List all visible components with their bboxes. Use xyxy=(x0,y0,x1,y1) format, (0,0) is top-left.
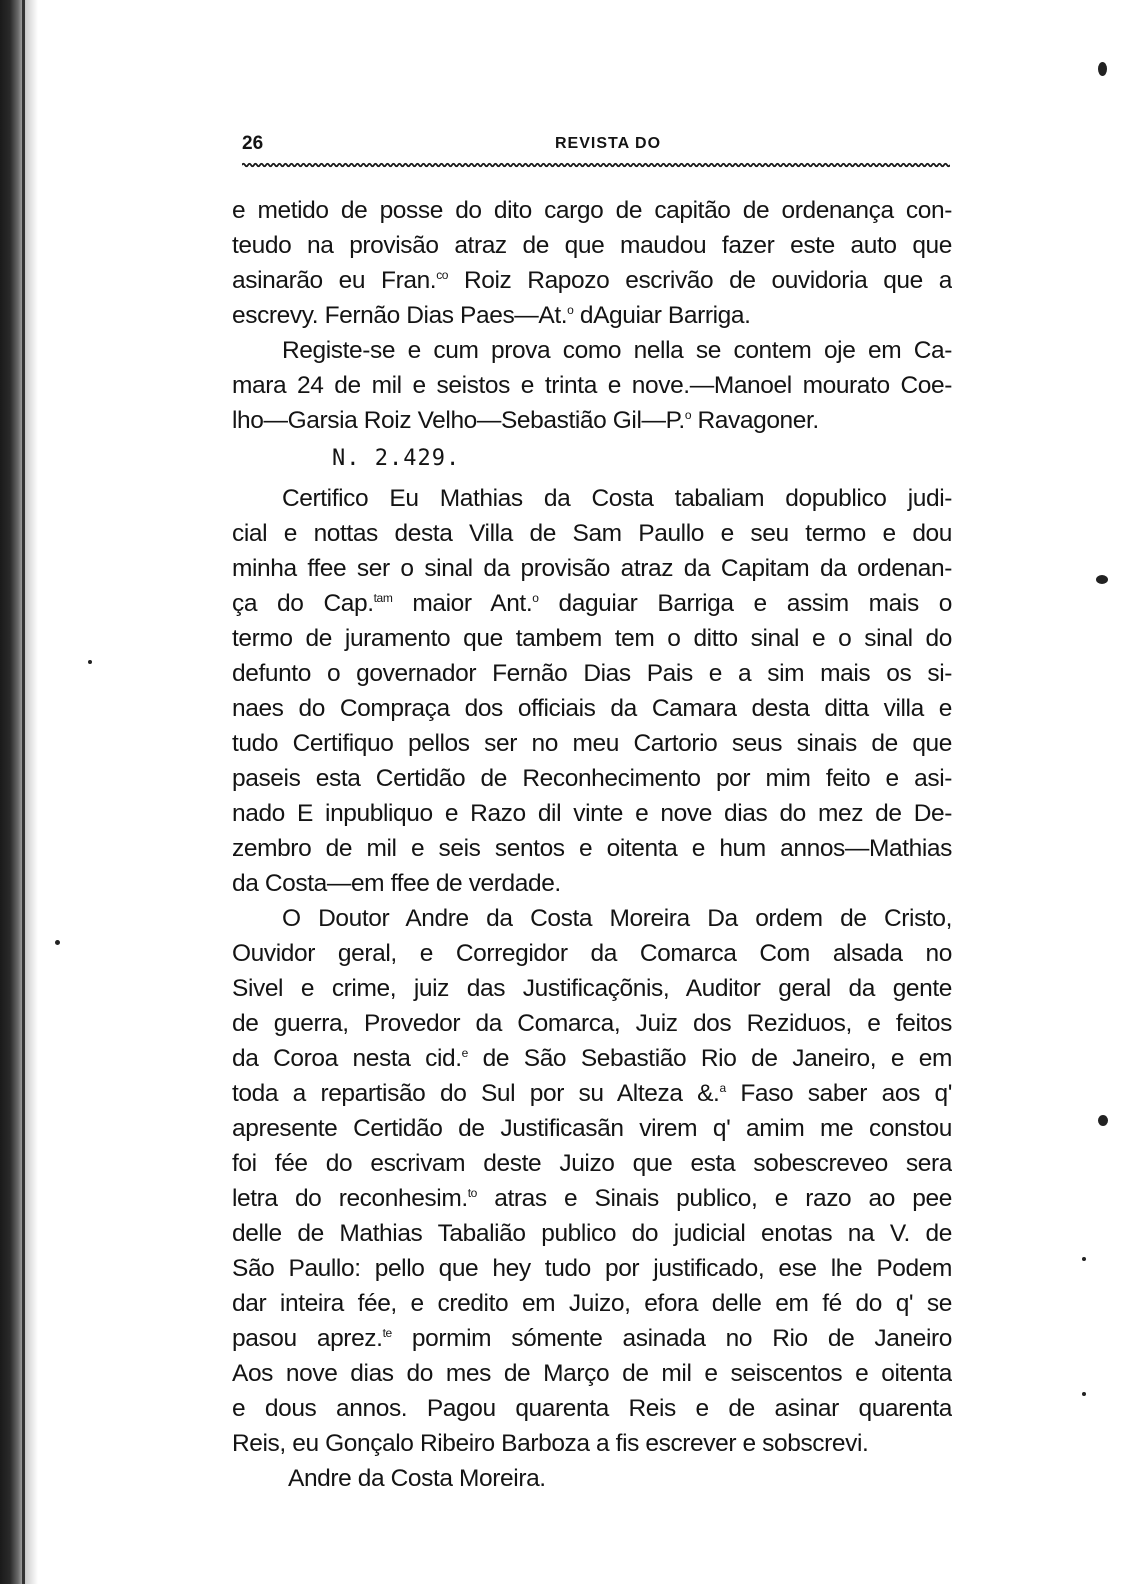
text-line: e dous annos. Pagou quarenta Reis e de asinar quarenta xyxy=(232,1395,952,1422)
text-line: apresente Certidão de Justificasãn virem q' amim me constou xyxy=(232,1115,952,1142)
paragraph-registration xyxy=(232,333,952,438)
text-line: termo de juramento que tambem tem o ditto sinal e o sinal do xyxy=(232,625,952,652)
book-spine-shadow xyxy=(0,0,38,1584)
text-line: Ouvidor geral, e Corregidor da Comarca Com alsada no xyxy=(232,940,952,967)
abbreviation-superscript: to xyxy=(467,1186,477,1200)
text-line: pasou aprez.$^{te}$ pormim sómente asinada no Rio de Janeiro xyxy=(232,1325,952,1352)
abbreviation-superscript: o xyxy=(532,591,539,605)
text-line: Registe-se e cum prova como nella se contem oje em Ca- xyxy=(282,337,952,364)
abbreviation-superscript: te xyxy=(382,1326,392,1340)
text-line: foi fée do escrivam deste Juizo que esta sobescreveo sera xyxy=(232,1150,952,1177)
header-wavy-rule xyxy=(242,162,950,168)
text-line: escrevy. Fernão Dias Paes—At.$^o$ dAguiar Barriga. xyxy=(232,302,751,329)
document-number: N. 2.429. xyxy=(332,446,461,471)
text-line: cial e nottas desta Villa de Sam Paullo e seu termo e dou xyxy=(232,520,952,547)
page-number: 26 xyxy=(242,133,264,154)
paragraph-continuation xyxy=(232,193,952,333)
text-line: teudo na provisão atraz de que maudou fazer este auto que xyxy=(232,232,952,259)
text-line: Reis, eu Gonçalo Ribeiro Barboza a fis escrever e sobscrevi. xyxy=(232,1430,869,1457)
text-line: Certifico Eu Mathias da Costa tabaliam dopublico judi- xyxy=(282,485,952,512)
text-line: dar inteira fée, e credito em Juizo, efora delle em fé do q' se xyxy=(232,1290,952,1317)
text-line: toda a repartisão do Sul por su Alteza &.$^a$ Faso saber aos q' xyxy=(232,1080,952,1107)
abbreviation-superscript: tam xyxy=(373,591,393,605)
page-header xyxy=(242,133,952,159)
abbreviation-superscript: co xyxy=(436,268,449,282)
ink-speck xyxy=(1082,1392,1086,1396)
abbreviation-superscript: o xyxy=(567,303,574,317)
text-line: O Doutor Andre da Costa Moreira Da ordem de Cristo, xyxy=(282,905,952,932)
text-line: nado E inpubliquo e Razo dil vinte e nove dias do mez de De- xyxy=(232,800,952,827)
paragraph-certificate xyxy=(232,481,952,901)
text-line: ça do Cap.$^{tam}$ maior Ant.$^o$ daguiar Barriga e assim mais o xyxy=(232,590,952,617)
text-line: letra do reconhesim.$^{to}$ atras e Sinais publico, e razo ao pee xyxy=(232,1185,952,1212)
signature-line: Andre da Costa Moreira. xyxy=(288,1465,546,1492)
running-title: REVISTA DO xyxy=(555,135,662,152)
text-line: delle de Mathias Tabalião publico do judicial enotas na V. de xyxy=(232,1220,952,1247)
page-body xyxy=(232,193,952,1496)
text-line: minha ffee ser o sinal da provisão atraz da Capitam da ordenan- xyxy=(232,555,952,582)
ink-speck xyxy=(1098,62,1107,76)
text-line: tudo Certifiquo pellos ser no meu Cartorio seus sinais de que xyxy=(232,730,952,757)
text-line: mara 24 de mil e seistos e trinta e nove.—Manoel mourato Coe- xyxy=(232,372,952,399)
text-line: Sivel e crime, juiz das Justificaçõnis, Auditor geral da gente xyxy=(232,975,952,1002)
book-gutter-line xyxy=(22,0,25,1584)
ink-speck xyxy=(55,940,60,945)
ink-speck xyxy=(1082,1257,1086,1261)
text-line: zembro de mil e seis sentos e oitenta e hum annos—Mathias xyxy=(232,835,952,862)
text-line: Aos nove dias do mes de Março de mil e seiscentos e oitenta xyxy=(232,1360,952,1387)
text-line: defunto o governador Fernão Dias Pais e a sim mais os si- xyxy=(232,660,952,687)
text-line: asinarão eu Fran.$^{co}$ Roiz Rapozo escrivão de ouvidoria que a xyxy=(232,267,952,294)
text-line: da Coroa nesta cid.$^e$ de São Sebastião Rio de Janeiro, e em xyxy=(232,1045,952,1072)
text-line: naes do Compraça dos officiais da Camara desta ditta villa e xyxy=(232,695,952,722)
text-line: lho—Garsia Roiz Velho—Sebastião Gil—P.$^o$ Ravagoner. xyxy=(232,407,819,434)
text-line: de guerra, Provedor da Comarca, Juiz dos Reziduos, e feitos xyxy=(232,1010,952,1037)
ink-speck xyxy=(1096,575,1108,584)
text-line: e metido de posse do dito cargo de capitão de ordenança con- xyxy=(232,197,952,224)
paragraph-justification xyxy=(232,901,952,1461)
text-line: paseis esta Certidão de Reconhecimento por mim feito e asi- xyxy=(232,765,952,792)
abbreviation-superscript: e xyxy=(461,1046,468,1060)
abbreviation-superscript: a xyxy=(719,1081,726,1095)
text-line: São Paullo: pello que hey tudo por justificado, ese lhe Podem xyxy=(232,1255,952,1282)
ink-speck xyxy=(1098,1115,1108,1126)
ink-speck xyxy=(88,660,92,664)
abbreviation-superscript: o xyxy=(684,408,692,422)
text-line: da Costa—em ffee de verdade. xyxy=(232,870,561,897)
